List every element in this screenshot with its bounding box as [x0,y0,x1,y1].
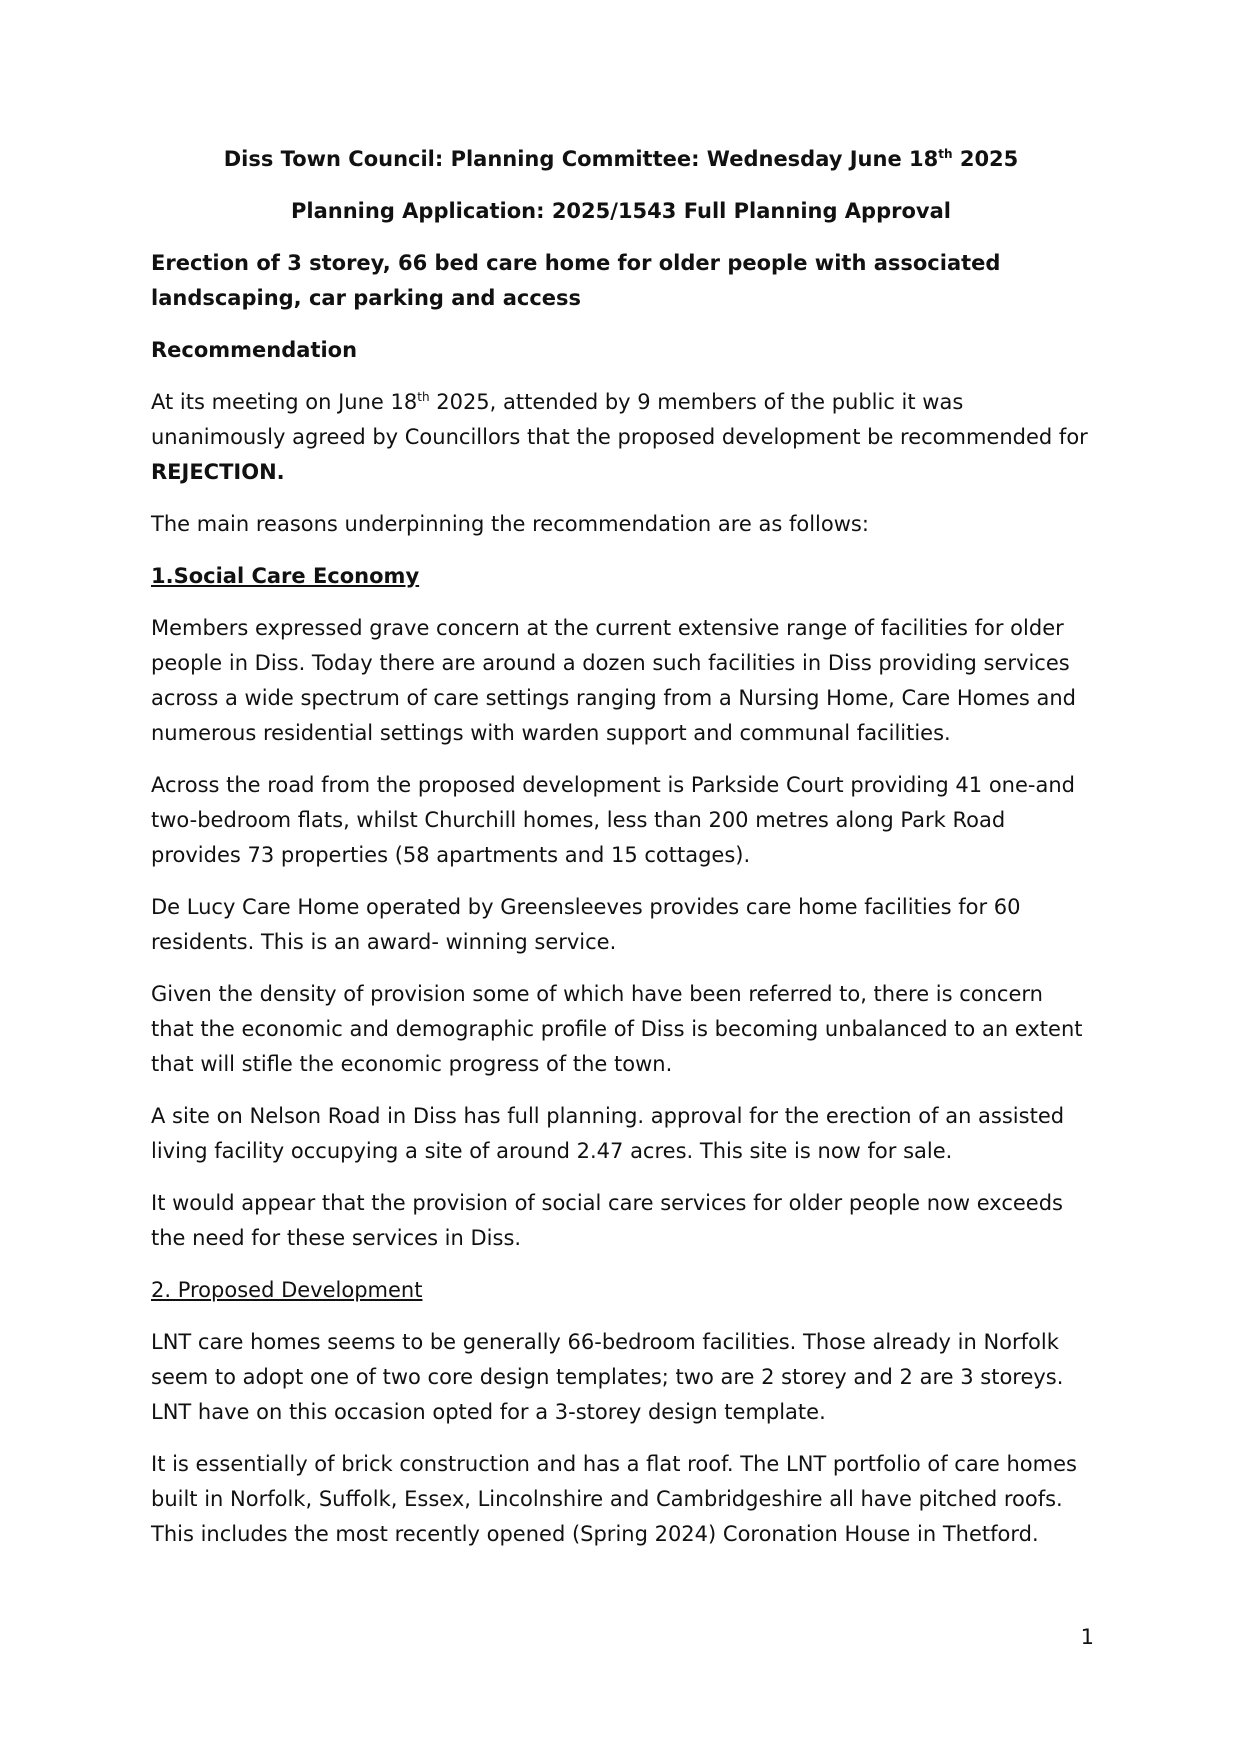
application-description: Erection of 3 storey, 66 bed care home for older people with associated landscaping, car parking and access [151,251,1001,310]
page-title-text: Diss Town Council: Planning Committee: Wednesday June 18 [223,147,939,171]
page-title [151,142,1091,177]
section-2-paragraph: It is essentially of brick construction and has a flat roof. The LNT portfolio of care homes built in Norfolk, Suffolk, Essex, Lincolnshire and Cambridgeshire all have pitched roofs. This includes the most recently opened (Spring 2024) Coronation House in Thetford. [151,1452,1077,1546]
section-2-heading: 2. Proposed Development [151,1278,423,1302]
section-1-paragraph: De Lucy Care Home operated by Greensleeves provides care home facilities for 60 residents. This is an award- winning service. [151,895,1021,954]
page-title-superscript: th [938,147,953,161]
section-1-paragraph: A site on Nelson Road in Diss has full planning. approval for the erection of an assisted living facility occupying a site of around 2.47 acres. This site is now for sale. [151,1104,1065,1163]
recommendation-decision: REJECTION. [151,460,285,484]
recommendation-text [151,385,1091,490]
recommendation-heading: Recommendation [151,338,358,362]
document-body [151,142,1091,1569]
recommendation-text-rest: 2025, attended by 9 members of the public it was unanimously agreed by Councillors that the proposed development be recommended for [151,390,1088,449]
recommendation-superscript: th [417,390,430,404]
section-1-paragraph: Given the density of provision some of which have been referred to, there is concern that the economic and demographic profile of Diss is becoming unbalanced to an extent that will stifle the economic progress of the town. [151,982,1083,1076]
section-2-paragraph: LNT care homes seems to be generally 66-bedroom facilities. Those already in Norfolk seem to adopt one of two core design templates; two are 2 storey and 2 are 3 storeys. LNT have on this occasion opted for a 3-storey design template. [151,1330,1064,1424]
section-1-heading: 1.Social Care Economy [151,564,420,588]
section-1-paragraph: Across the road from the proposed development is Parkside Court providing 41 one-and two-bedroom flats, whilst Churchill homes, less than 200 metres along Park Road provides 73 properties (58 apartments and 15 cottages). [151,773,1075,867]
section-1-paragraph: Members expressed grave concern at the current extensive range of facilities for older people in Diss. Today there are around a dozen such facilities in Diss providing services across a wide spectrum of care settings ranging from a Nursing Home, Care Homes and numerous residential settings with warden support and communal facilities. [151,616,1076,745]
section-1-paragraph: It would appear that the provision of social care services for older people now exceeds the need for these services in Diss. [151,1191,1063,1250]
page-number: 1 [1080,1625,1094,1649]
application-reference: Planning Application: 2025/1543 Full Planning Approval [291,199,951,223]
recommendation-text-start: At its meeting on June 18 [151,390,418,414]
page-title-year: 2025 [952,147,1019,171]
reasons-intro: The main reasons underpinning the recommendation are as follows: [151,512,869,536]
